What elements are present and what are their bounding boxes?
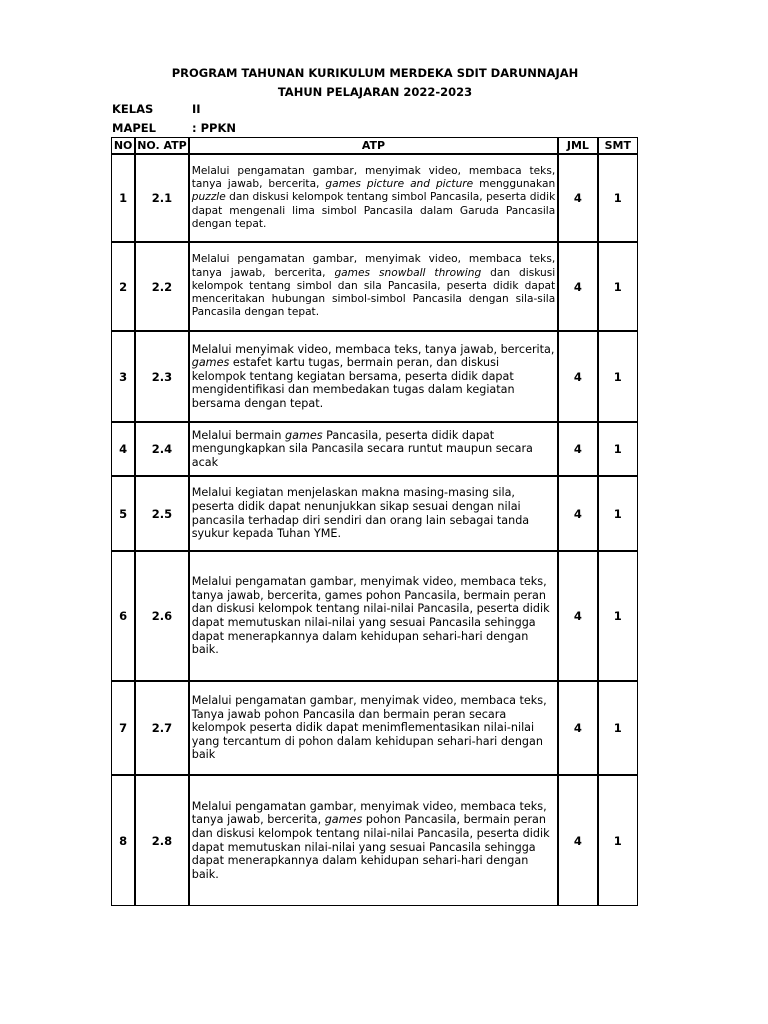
row-atp-number: 2.2	[135, 242, 189, 331]
row-number: 2	[111, 242, 135, 331]
text-run: Melalui pengamatan gambar, menyimak video, membaca teks, tanya jawab, bercerita, games pohon Pancasila, bermain peran dan diskusi kelompok tentang nilai-nilai Pancasila, peserta didik dapat memutuskan nilai-nilai yang sesuai Pancasila sehingga dapat menerapkannya dalam kehidupan sehari-hari dengan baik.	[191, 575, 550, 657]
document-subtitle: TAHUN PELAJARAN 2022-2023	[277, 85, 473, 99]
row-atp-description	[189, 331, 559, 422]
row-atp-description	[189, 551, 559, 681]
row-atp-description	[189, 681, 559, 775]
table-row	[111, 154, 638, 242]
kelas-value: II	[192, 102, 201, 116]
text-run: Pancasila, peserta didik dapat mengungkapkan sila Pancasila secara runtut maupun secara acak	[191, 428, 533, 469]
row-atp-number: 2.4	[135, 422, 189, 476]
row-smt: 1	[598, 154, 638, 242]
row-jml: 4	[558, 242, 597, 331]
row-jml: 4	[558, 154, 597, 242]
row-atp-description	[189, 422, 559, 476]
table-row	[111, 476, 638, 551]
mapel-value: : PPKN	[192, 121, 236, 135]
kelas-label: KELAS	[112, 102, 154, 116]
atp-table	[111, 137, 638, 906]
document-title: PROGRAM TAHUNAN KURIKULUM MERDEKA SDIT DARUNNAJAH	[171, 66, 579, 80]
row-number: 3	[111, 331, 135, 422]
italic-term: games picture and picture	[325, 178, 474, 191]
table-row	[111, 242, 638, 331]
text-run: dan diskusi kelompok tentang simbol Pancasila, peserta didik dapat mengenali lima simbol Pancasila dalam Garuda Pancasila dengan tepat.	[191, 191, 556, 230]
row-atp-number: 2.8	[135, 775, 189, 906]
row-number: 7	[111, 681, 135, 775]
text-run: dan diskusi kelompok tentang simbol dan sila Pancasila, peserta didik dapat menceritakan hubungan simbol-simbol Pancasila dengan sila-sila Pancasila dengan tepat.	[191, 266, 556, 319]
header-atp: ATP	[189, 137, 559, 154]
row-atp-number: 2.1	[135, 154, 189, 242]
text-run: Melalui pengamatan gambar, menyimak video, membaca teks, tanya jawab, bercerita,	[191, 164, 556, 191]
text-run: pohon Pancasila, bermain peran dan diskusi kelompok tentang nilai-nilai Pancasila, peserta didik dapat memutuskan nilai-nilai yang sesuai Pancasila sehingga dapat menerapkannya dalam kehidupan sehari-hari dengan baik.	[191, 813, 550, 881]
row-atp-description	[189, 242, 559, 331]
italic-term: games	[191, 356, 230, 370]
text-run: estafet kartu tugas, bermain peran, dan diskusi kelompok tentang kegiatan bersama, peserta didik dapat mengidentifikasi dan membedakan tugas dalam kegiatan bersama dengan tepat.	[191, 356, 515, 410]
row-smt: 1	[598, 551, 638, 681]
table-row	[111, 331, 638, 422]
row-atp-number: 2.7	[135, 681, 189, 775]
header-no-atp: NO. ATP	[137, 139, 187, 152]
row-smt: 1	[598, 681, 638, 775]
header-no: NO	[111, 137, 135, 154]
row-smt: 1	[598, 331, 638, 422]
row-jml: 4	[558, 476, 597, 551]
row-atp-number: 2.3	[135, 331, 189, 422]
row-number: 5	[111, 476, 135, 551]
text-run: Melalui menyimak video, membaca teks, tanya jawab, bercerita,	[191, 342, 555, 356]
italic-term: puzzle	[191, 191, 226, 204]
text-run: Melalui pengamatan gambar, menyimak video, membaca teks, Tanya jawab pohon Pancasila dan bermain peran secara kelompok peserta didik dapat menimflementasikan nilai-nilai yang tercantum di pohon dalam kehidupan sehari-hari dengan baik	[191, 694, 547, 762]
row-atp-description	[189, 775, 559, 906]
row-number: 1	[111, 154, 135, 242]
header-jml: JML	[558, 137, 597, 154]
text-run: Melalui pengamatan gambar, menyimak video, membaca teks, tanya jawab, bercerita,	[191, 799, 547, 827]
header-smt: SMT	[598, 137, 638, 154]
row-jml: 4	[558, 775, 597, 906]
mapel-label: MAPEL	[112, 121, 156, 135]
table-row	[111, 775, 638, 906]
text-run: menggunakan	[473, 178, 556, 191]
row-jml: 4	[558, 551, 597, 681]
table-row	[111, 422, 638, 476]
row-smt: 1	[598, 775, 638, 906]
italic-term: games	[324, 813, 363, 827]
text-run: Melalui pengamatan gambar, menyimak video, membaca teks, tanya jawab, bercerita,	[191, 253, 556, 279]
italic-term: games	[284, 428, 323, 442]
row-smt: 1	[598, 242, 638, 331]
text-run: Melalui kegiatan menjelaskan makna masing-masing sila, peserta didik dapat nenunjukkan sikap sesuai dengan nilai pancasila terhadap diri sendiri dan orang lain sebagai tanda syukur kepada Tuhan YME.	[191, 486, 530, 541]
text-run: Melalui bermain	[191, 428, 285, 442]
row-jml: 4	[558, 331, 597, 422]
table-row	[111, 681, 638, 775]
table-row	[111, 551, 638, 681]
row-number: 4	[111, 422, 135, 476]
row-smt: 1	[598, 422, 638, 476]
row-jml: 4	[558, 422, 597, 476]
row-jml: 4	[558, 681, 597, 775]
row-smt: 1	[598, 476, 638, 551]
row-number: 6	[111, 551, 135, 681]
row-atp-number: 2.6	[135, 551, 189, 681]
row-number: 8	[111, 775, 135, 906]
row-atp-number: 2.5	[135, 476, 189, 551]
italic-term: games snowball throwing	[334, 266, 482, 279]
row-atp-description	[189, 154, 559, 242]
table-header-row	[111, 137, 638, 154]
row-atp-description	[189, 476, 559, 551]
